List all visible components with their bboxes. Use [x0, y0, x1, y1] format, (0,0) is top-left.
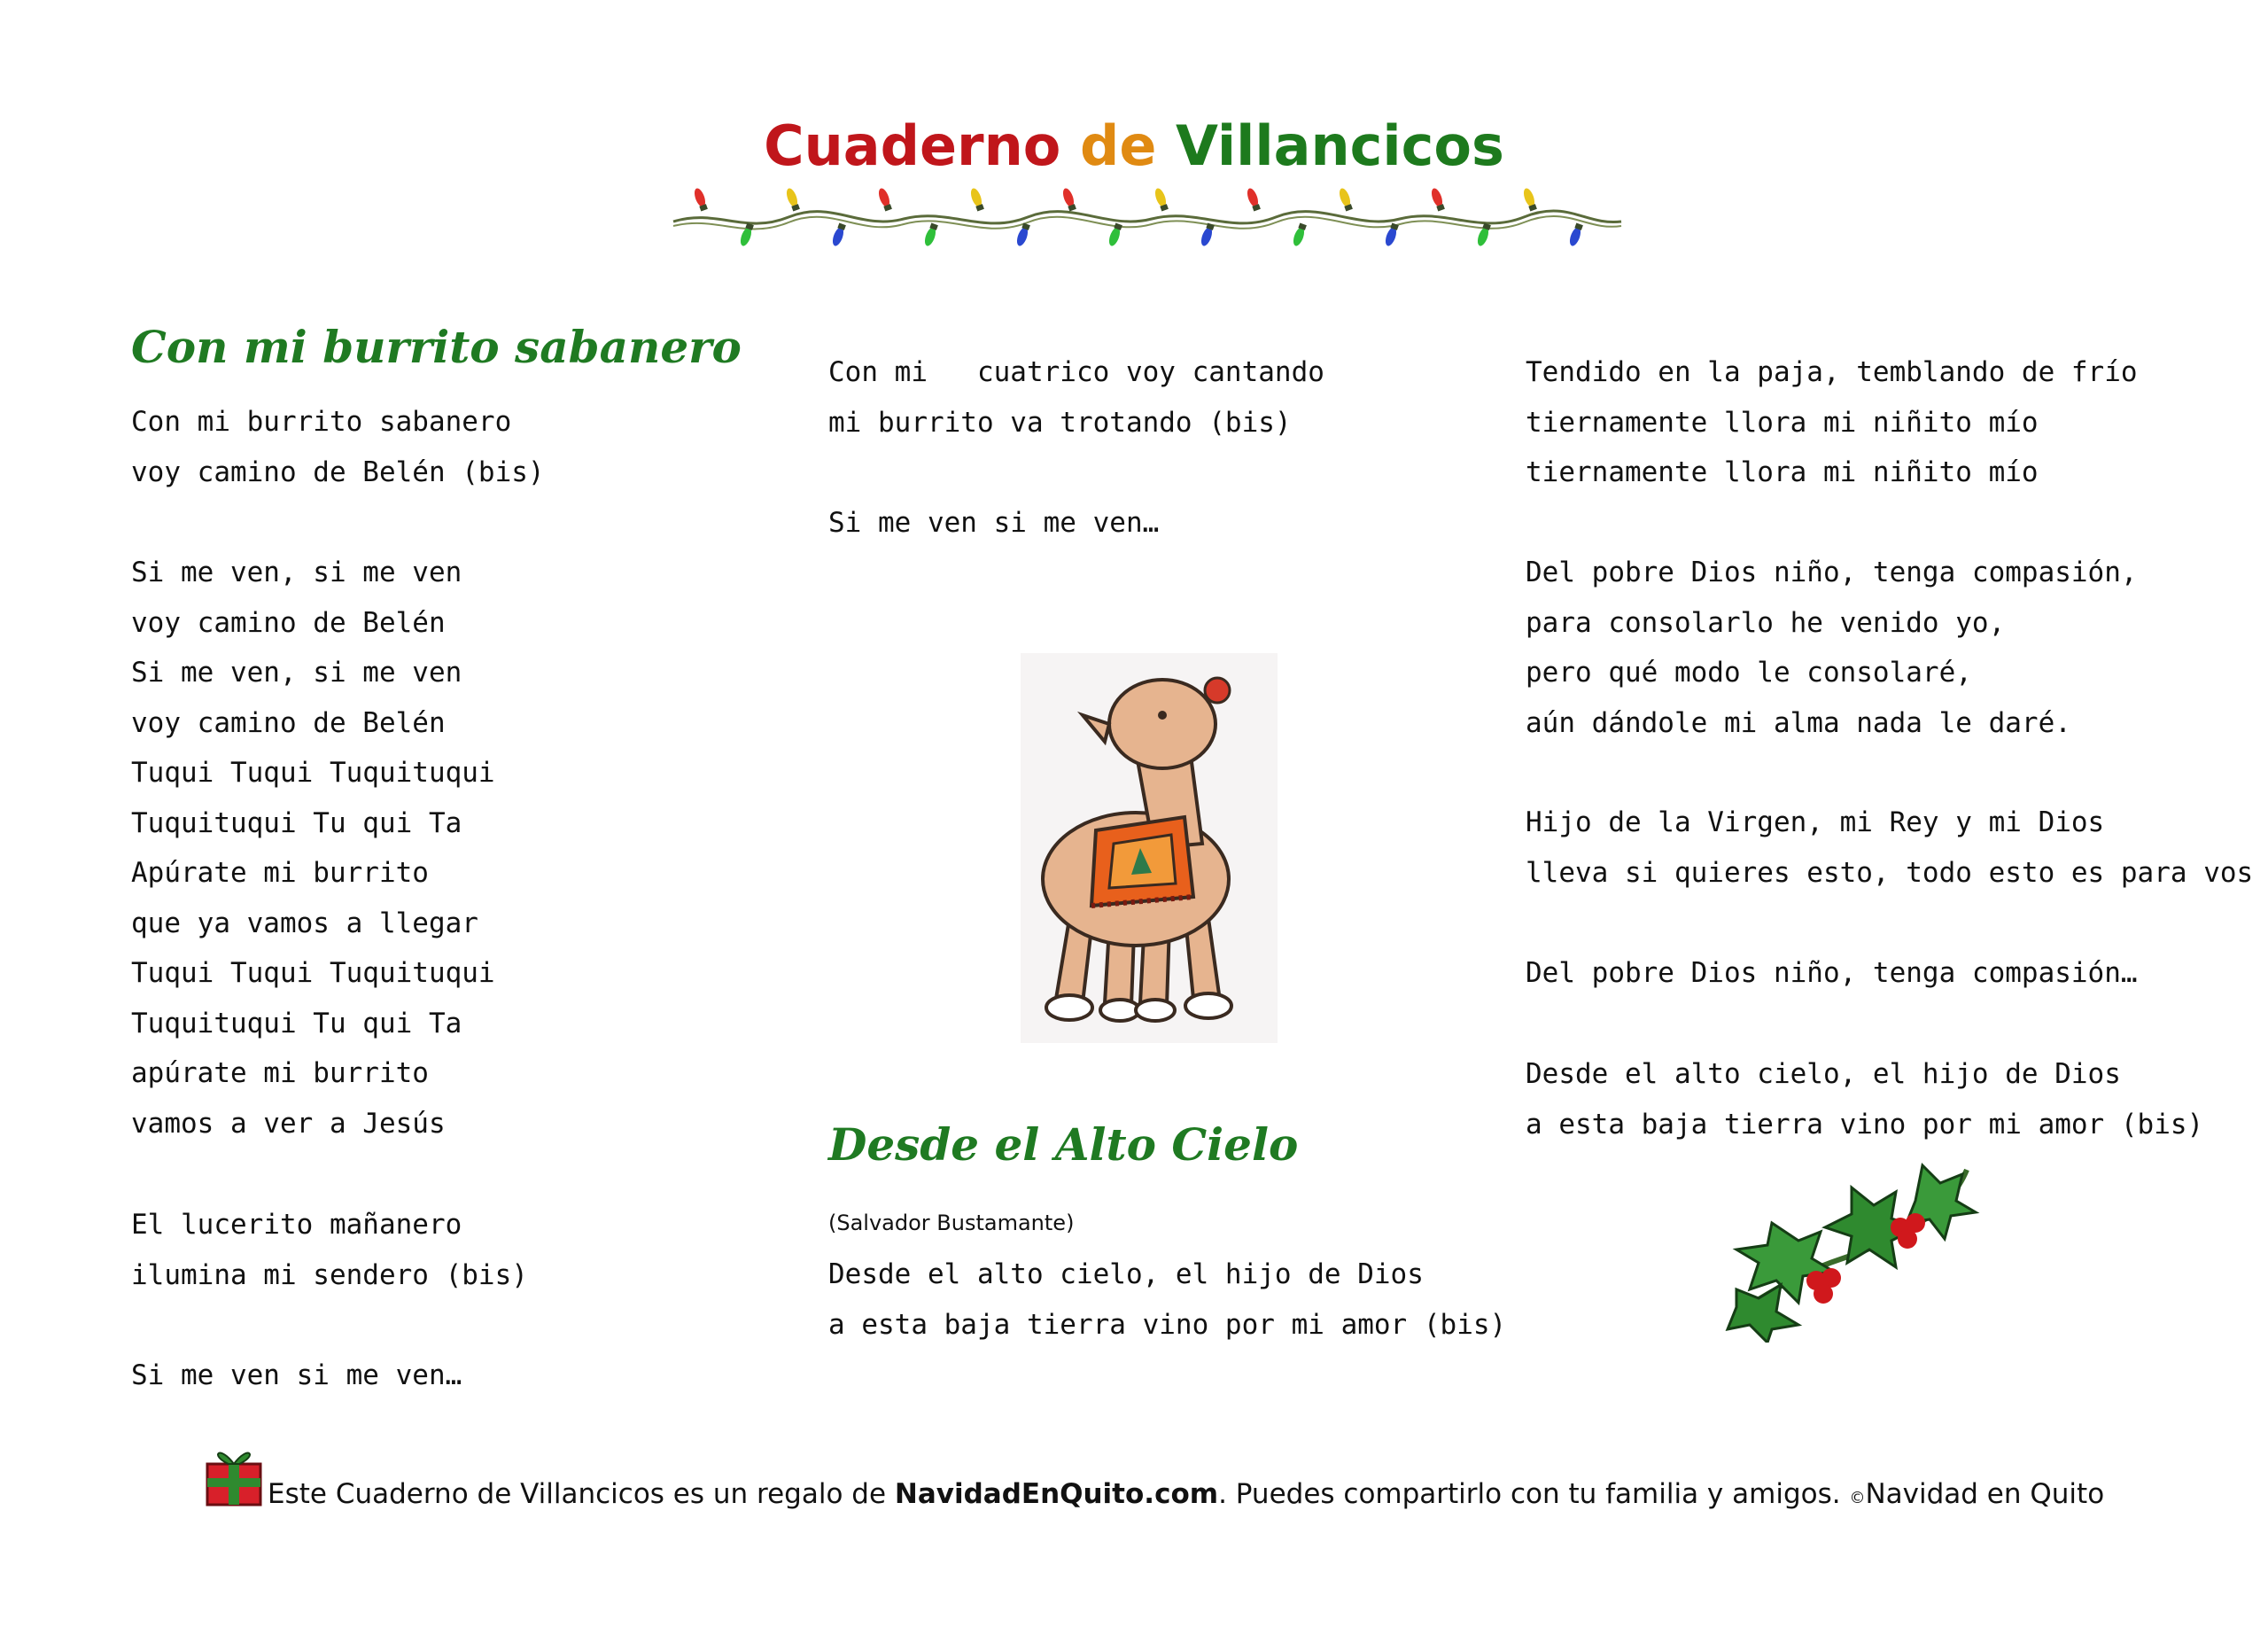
song1-verse-2: Si me ven, si me ven voy camino de Belén Si me ven, si me ven voy camino de Belén Tuqui Tuqui Tuquituqui Tuquituqui Tu qui Ta Apúrate mi burrito que ya vamos a llegar Tuqui Tuqui Tuquituqui Tuquituqui Tu qui Ta apúrate mi burrito vamos a ver a Jesús	[131, 557, 495, 1140]
light-bulb	[1568, 222, 1584, 247]
page-title	[0, 113, 2268, 178]
light-bulb	[1246, 187, 1262, 212]
christmas-lights-icon	[664, 182, 1630, 261]
light-bulb	[1200, 222, 1216, 247]
light-bulb	[923, 222, 939, 247]
light-bulb	[1522, 187, 1538, 212]
light-bulb	[1061, 187, 1077, 212]
song2-author: (Salvador Bustamante)	[828, 1211, 1075, 1235]
light-bulb	[969, 187, 985, 212]
song2-verse-5: Del pobre Dios niño, tenga compasión…	[1526, 957, 2138, 989]
footer-note	[268, 1478, 2104, 1510]
footer-text-1: Este Cuaderno de Villancicos es un regalo de	[268, 1478, 895, 1510]
song1-verse-6: Si me ven si me ven…	[828, 507, 1160, 539]
light-bulb	[877, 187, 893, 212]
song2-verse-4: Hijo de la Virgen, mi Rey y mi Dios lleva si quieres esto, todo esto es para vos	[1526, 806, 2254, 889]
footer-text-2: . Puedes compartirlo con tu familia y amigos.	[1218, 1478, 1850, 1510]
light-bulb	[1430, 187, 1446, 212]
footer-credit: Navidad en Quito	[1865, 1478, 2105, 1510]
song2-verse-6: Desde el alto cielo, el hijo de Dios a esta baja tierra vino por mi amor (bis)	[1526, 1058, 2204, 1141]
song1-verse-4: Si me ven si me ven…	[131, 1359, 462, 1391]
light-bulb	[1338, 187, 1354, 212]
copyright-symbol: ©	[1849, 1489, 1866, 1507]
song2-verse-2: Tendido en la paja, temblando de frío tiernamente llora mi niñito mío tiernamente llora mi niñito mío	[1526, 356, 2138, 488]
song1-verse-5: Con mi cuatrico voy cantando mi burrito va trotando (bis)	[828, 356, 1324, 439]
song1-heading: Con mi burrito sabanero	[131, 321, 742, 373]
light-bulb	[1476, 222, 1492, 247]
title-word-3: Villancicos	[1175, 113, 1504, 178]
song1-verse-1: Con mi burrito sabanero voy camino de Belén (bis)	[131, 406, 545, 488]
reindeer-icon	[1021, 653, 1278, 1043]
gift-icon	[202, 1444, 266, 1508]
footer-site-link[interactable]: NavidadEnQuito.com	[894, 1478, 1219, 1510]
light-bulb	[831, 222, 847, 247]
title-word-2: de	[1079, 113, 1157, 178]
holly-icon	[1719, 1161, 1984, 1343]
light-bulb	[1107, 222, 1123, 247]
light-bulb	[1153, 187, 1169, 212]
light-bulb	[785, 187, 801, 212]
song1-verse-3: El lucerito mañanero ilumina mi sendero (bis)	[131, 1209, 528, 1291]
song2-verse-1: Desde el alto cielo, el hijo de Dios a esta baja tierra vino por mi amor (bis)	[828, 1258, 1507, 1341]
song2-verse-3: Del pobre Dios niño, tenga compasión, para consolarlo he venido yo, pero qué modo le consolaré, aún dándole mi alma nada le daré.	[1526, 557, 2138, 739]
light-bulb	[693, 187, 709, 212]
title-word-1: Cuaderno	[764, 113, 1061, 178]
light-bulb	[739, 222, 755, 247]
light-bulb	[1292, 222, 1308, 247]
song2-heading: Desde el Alto Cielo	[828, 1118, 1299, 1171]
